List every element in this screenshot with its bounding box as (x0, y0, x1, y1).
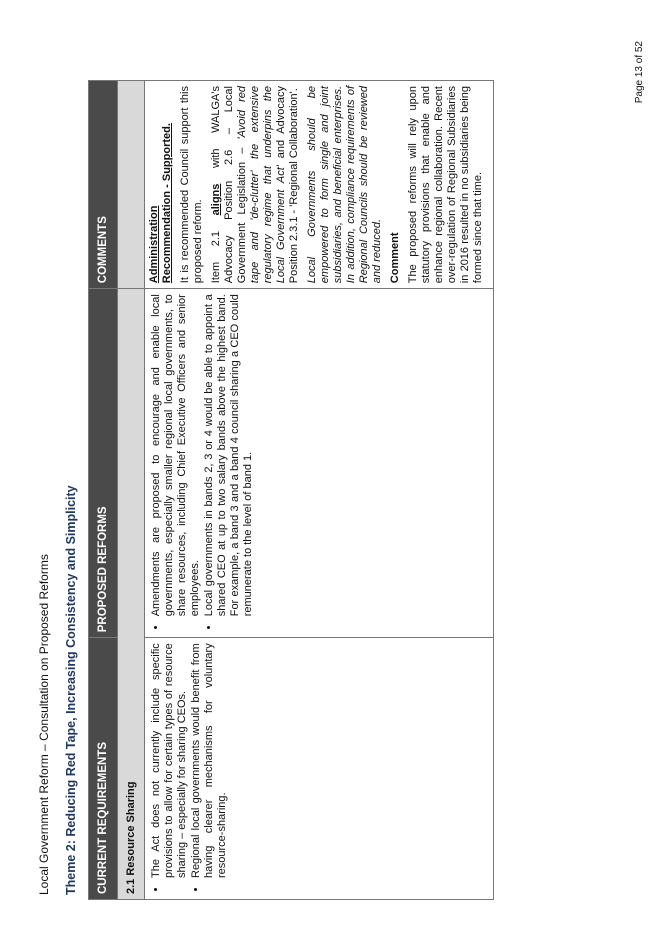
page-number: Page 13 of 52 (634, 41, 645, 104)
list-item: • Regional local governments would benefit from having clearer mechanisms for voluntary resource-sharing. (190, 643, 229, 878)
section-spacer (118, 81, 145, 289)
text: and Advocacy Position 2.3.1 - 'Regional Collaboration'. (275, 86, 300, 284)
theme-title: Reducing Red Tape, Increasing Consistency and Simplicity (64, 485, 78, 837)
theme-prefix: Theme 2: (64, 840, 78, 895)
list-item: • Amendments are proposed to encourage and enable local governments, especially smaller regional local governments, to share resources, including Chief Executive Officers and senior employees. (150, 294, 202, 616)
reforms-table (88, 80, 494, 900)
text: with WALGA's Advocacy Position 2.6 – Local Government Legislation – (210, 86, 248, 284)
list-item: • The Act does not currently include specific provisions to allow for certain types of resource sharing – especially for sharing CEOs. (150, 643, 189, 878)
column-header-proposed: PROPOSED REFORMS (89, 289, 118, 638)
recommendation: Recommendation - Supported. (161, 123, 173, 284)
list-item: • Local governments in bands 2, 3 or 4 would be able to appoint a shared CEO at up to two salary bands above the highest band. For example, a band 3 and a band 4 council sharing a CEO could remunerate to the level of band 1. (203, 294, 255, 616)
comments-cell (145, 81, 494, 289)
aligns-text: aligns (210, 183, 222, 216)
section-title: 2.1 Resource Sharing (118, 289, 145, 900)
document-header: Local Government Reform – Consultation on Proposed Reforms (37, 554, 51, 895)
column-header-comments: COMMENTS (89, 81, 118, 289)
admin-heading: Administration (148, 205, 160, 284)
current-requirements-cell (145, 638, 494, 900)
theme-heading (64, 485, 78, 895)
comment-paragraph: It is recommended Council support this proposed reform. (179, 86, 204, 284)
quote-text: 'Avoid red tape and 'de-clutter' the extensive regulatory regime that underpins the Local Government Act' (236, 86, 287, 284)
comment-paragraph: Local Governments should be empowered to form single and joint subsidiaries, and beneficial enterprises. In addition, compliance requirements of Regional Councils should be reviewed and reduced. (306, 86, 383, 284)
section-row (118, 81, 145, 900)
comment-paragraph: The proposed reforms will rely upon statutory provisions that enable and enhance regional collaboration. Recent over-regulation of Regional Subsidiaries in 2016 resulted in no subsidiaries being formed since that time. (407, 86, 484, 284)
comment-paragraph (210, 86, 301, 283)
text: Item 2.1 (210, 215, 222, 284)
proposed-reforms-cell (145, 289, 494, 638)
table-row (145, 81, 494, 900)
table-header-row (89, 81, 118, 900)
column-header-current: CURRENT REQUIREMENTS (89, 638, 118, 900)
comment-heading: Comment (389, 232, 401, 284)
